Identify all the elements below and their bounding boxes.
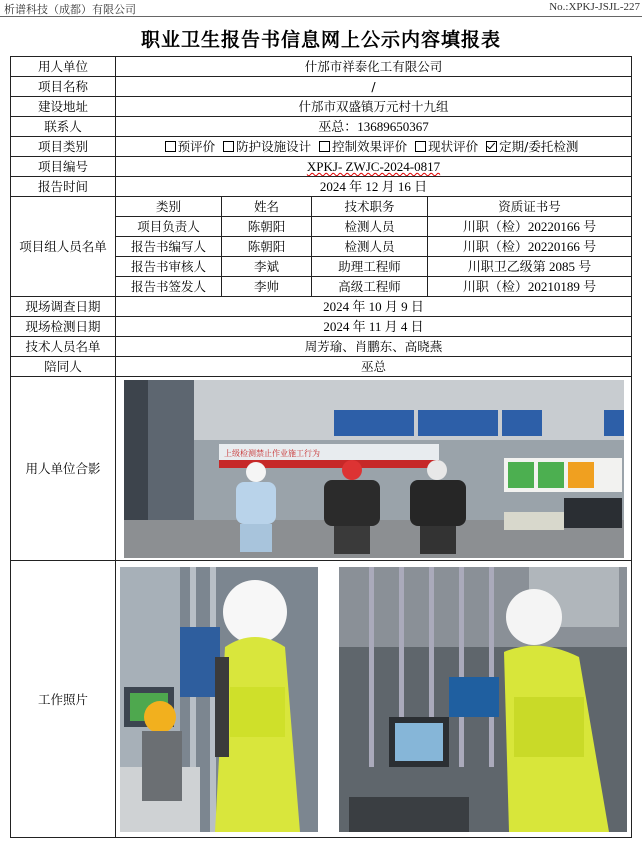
- row-group-photo: [11, 377, 632, 561]
- team-cell-title: 高级工程师: [312, 277, 428, 297]
- work-photo-left: [120, 567, 318, 832]
- row-tech-staff: [11, 337, 632, 357]
- page-title: 职业卫生报告书信息网上公示内容填报表: [140, 29, 501, 51]
- test-date-label: 现场检测日期: [11, 317, 116, 337]
- team-cell-title: 检测人员: [312, 217, 428, 237]
- category-option-label: 控制效果评价: [332, 139, 408, 154]
- category-option-label: 预评价: [177, 139, 216, 154]
- work-photo-row: [116, 565, 631, 834]
- checkbox-checked-icon[interactable]: [486, 141, 497, 152]
- category-label: 项目类别: [11, 137, 116, 157]
- row-address: [11, 97, 632, 117]
- header-divider: [0, 16, 642, 17]
- test-date-value: 2024 年 11 月 4 日: [116, 317, 632, 337]
- row-survey-date: [11, 297, 632, 317]
- work-photo-label: 工作照片: [11, 561, 116, 838]
- team-cell-name: 李斌: [222, 257, 312, 277]
- row-project-no: [11, 157, 632, 177]
- team-cell-role: 报告书签发人: [116, 277, 222, 297]
- row-category: [11, 137, 632, 157]
- team-cell-role: 项目负责人: [116, 217, 222, 237]
- team-header-cell: 姓名: [222, 197, 312, 217]
- checkbox-icon[interactable]: [165, 141, 176, 152]
- tech-staff-label: 技术人员名单: [11, 337, 116, 357]
- team-label: 项目组人员名单: [11, 197, 116, 297]
- project-name-value: /: [116, 77, 632, 97]
- contact-value: 巫总：13689650367: [116, 117, 632, 137]
- team-header-row: [11, 197, 632, 217]
- team-cell-role: 报告书审核人: [116, 257, 222, 277]
- project-no-text: XPKJ- ZWJC-2024-0817: [306, 159, 441, 174]
- team-header-cell: 资质证书号: [428, 197, 632, 217]
- project-no-label: 项目编号: [11, 157, 116, 177]
- project-no-value: [116, 157, 632, 177]
- row-project-name: [11, 77, 632, 97]
- category-option-label: 定期/委托检测: [499, 139, 579, 154]
- report-time-label: 报告时间: [11, 177, 116, 197]
- team-cell-certificate: 川职卫乙级第 2085 号: [428, 257, 632, 277]
- team-cell-certificate: 川职（检）20220166 号: [428, 217, 632, 237]
- info-form-table: [10, 56, 632, 838]
- warning-banner-text: 上级检测禁止作业施工行为: [223, 448, 320, 458]
- category-options: [116, 137, 632, 157]
- survey-date-value: 2024 年 10 月 9 日: [116, 297, 632, 317]
- escort-label: 陪同人: [11, 357, 116, 377]
- address-label: 建设地址: [11, 97, 116, 117]
- address-value: 什邡市双盛镇万元村十九组: [116, 97, 632, 117]
- category-option-protection-design[interactable]: [223, 137, 311, 156]
- group-photo: [124, 380, 624, 558]
- employer-label: 用人单位: [11, 57, 116, 77]
- category-option-status-evaluation[interactable]: [415, 137, 478, 156]
- team-cell-title: 助理工程师: [312, 257, 428, 277]
- group-photo-cell: [116, 377, 632, 561]
- work-photo-cell: [116, 561, 632, 838]
- category-option-label: 防护设施设计: [236, 139, 312, 154]
- contact-label: 联系人: [11, 117, 116, 137]
- row-contact: [11, 117, 632, 137]
- employer-value: 什邡市祥泰化工有限公司: [116, 57, 632, 77]
- row-employer: [11, 57, 632, 77]
- report-time-value: 2024 年 12 月 16 日: [116, 177, 632, 197]
- category-option-pre-evaluation[interactable]: [165, 137, 216, 156]
- team-cell-certificate: 川职（检）20220166 号: [428, 237, 632, 257]
- tech-staff-value: 周芳瑜、肖鹏东、高晓燕: [116, 337, 632, 357]
- team-header-cell: 类别: [116, 197, 222, 217]
- category-option-periodic-testing[interactable]: [486, 137, 578, 156]
- row-escort: [11, 357, 632, 377]
- team-cell-name: 李帅: [222, 277, 312, 297]
- project-name-label: 项目名称: [11, 77, 116, 97]
- checkbox-icon[interactable]: [319, 141, 330, 152]
- team-cell-title: 检测人员: [312, 237, 428, 257]
- work-photo-right: [339, 567, 627, 832]
- team-cell-certificate: 川职（检）20210189 号: [428, 277, 632, 297]
- team-cell-name: 陈朝阳: [222, 217, 312, 237]
- escort-value: 巫总: [116, 357, 632, 377]
- survey-date-label: 现场调查日期: [11, 297, 116, 317]
- team-cell-role: 报告书编写人: [116, 237, 222, 257]
- company-name: 析谱科技（成都）有限公司: [4, 3, 136, 16]
- row-report-time: [11, 177, 632, 197]
- checkbox-icon[interactable]: [415, 141, 426, 152]
- row-test-date: [11, 317, 632, 337]
- team-cell-name: 陈朝阳: [222, 237, 312, 257]
- document-number: No.:XPKJ-JSJL-227: [549, 1, 640, 13]
- row-work-photos: [11, 561, 632, 838]
- checkbox-icon[interactable]: [223, 141, 234, 152]
- group-photo-label: 用人单位合影: [11, 377, 116, 561]
- category-option-label: 现状评价: [428, 139, 479, 154]
- team-header-cell: 技术职务: [312, 197, 428, 217]
- category-option-control-effect[interactable]: [319, 137, 407, 156]
